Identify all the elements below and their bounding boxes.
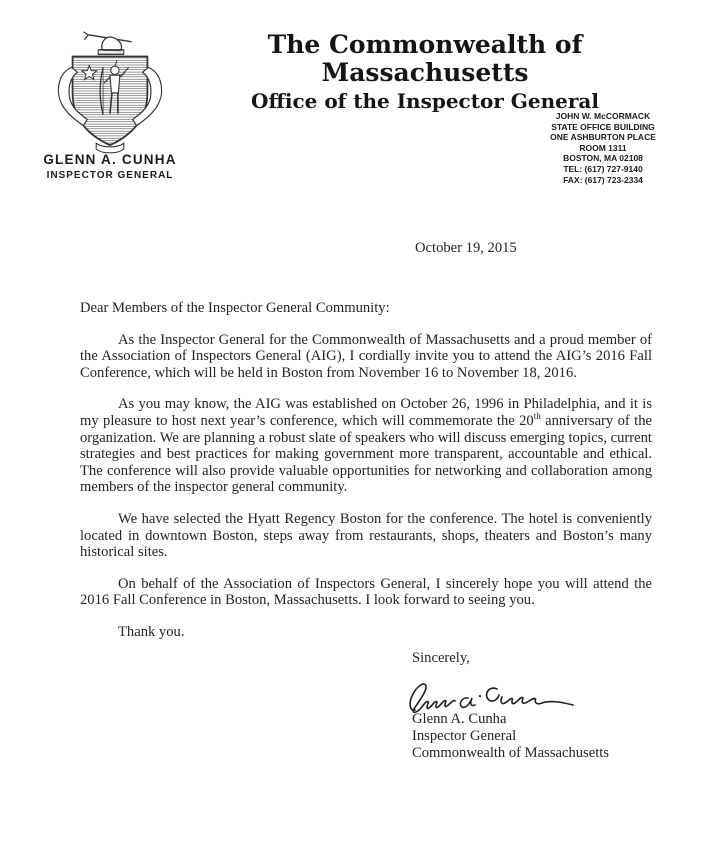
official-name: GLENN A. CUNHA	[43, 152, 177, 167]
address-line: ONE ASHBURTON PLACE	[550, 132, 656, 143]
address-line: ROOM 1311	[579, 142, 627, 153]
letterhead-title: The Commonwealth of Massachusetts	[267, 30, 583, 87]
signer-org: Commonwealth of Massachusetts	[412, 745, 609, 762]
paragraph-2: As you may know, the AIG was established on October 26, 1996 in Philadelphia, and it is my pleasure to host next year’s conference, which will commemorate the 20th anniversary of the organization. We are planning a robust slate of speakers who will discuss emerging topics, current strategies and best practices for making government more transparent, accountable and ethical. The conference will also provide valuable opportunities for networking and collaboration among members of the inspector general community.	[80, 396, 652, 496]
shield-icon	[73, 57, 148, 146]
address-line: JOHN W. McCORMACK	[555, 111, 651, 121]
paragraph-1: As the Inspector General for the Commonwealth of Massachusetts and a proud member of the Association of Inspectors General (AIG), I cordially invite you to attend the AIG’s 2016 Fall Conference, which will be held in Boston from November 16 to November 18, 2016.	[80, 331, 652, 381]
address-line: STATE OFFICE BUILDING	[551, 121, 655, 132]
letterhead-subtitle: Office of the Inspector General	[251, 89, 599, 113]
superscript-th: th	[533, 411, 541, 422]
figure-icon	[111, 66, 119, 74]
address-block	[538, 111, 668, 185]
salutation: Dear Members of the Inspector General Community:	[80, 300, 390, 316]
signer-block	[412, 711, 609, 763]
signer-title: Inspector General	[412, 728, 517, 745]
closing: Sincerely,	[412, 650, 470, 666]
address-line: TEL: (617) 727-9140	[563, 163, 643, 174]
official-block	[15, 152, 205, 181]
address-line: FAX: (617) 723-2334	[563, 174, 643, 185]
letter-date: October 19, 2015	[415, 240, 517, 256]
paragraph-4: On behalf of the Association of Inspectors General, I sincerely hope you will attend the 2016 Fall Conference in Boston, Massachusetts. I look forward to seeing you.	[80, 575, 652, 609]
address-line: BOSTON, MA 02108	[563, 153, 643, 164]
letterhead	[175, 31, 675, 113]
signer-name: Glenn A. Cunha	[412, 711, 507, 727]
official-title: INSPECTOR GENERAL	[46, 170, 174, 181]
paragraph-3: We have selected the Hyatt Regency Boston for the conference. The hotel is conveniently located in downtown Boston, steps away from restaurants, shops, theaters and Boston’s many historical sites.	[80, 510, 652, 561]
thank-you: Thank you.	[118, 623, 185, 640]
massachusetts-seal-icon	[52, 26, 166, 156]
letter-body	[80, 300, 652, 656]
